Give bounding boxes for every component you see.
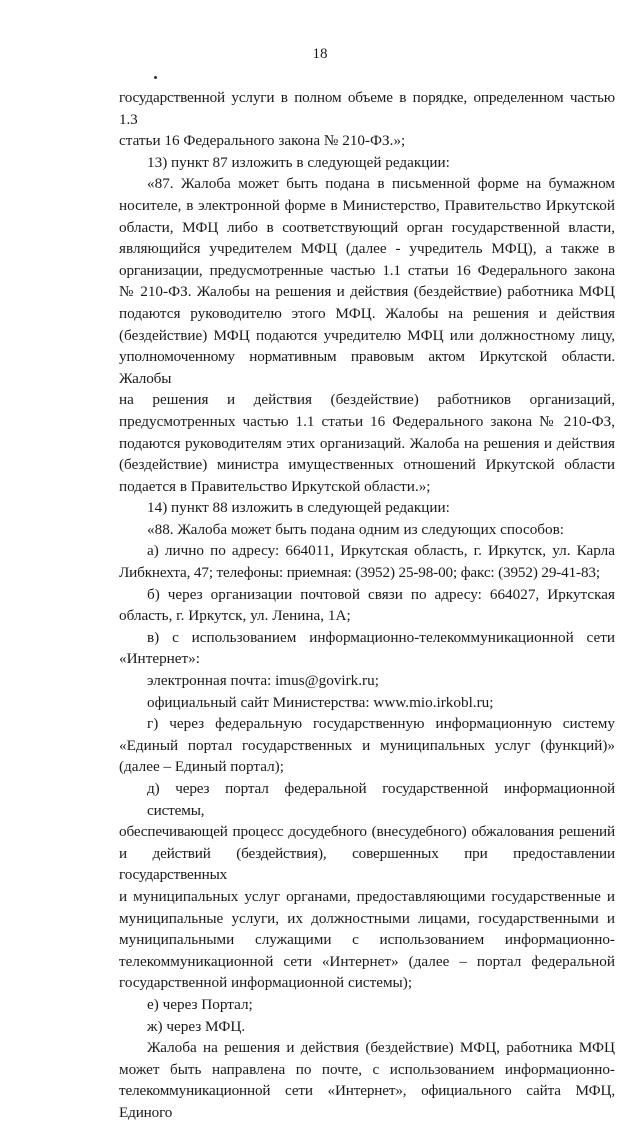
- text-line: подаются руководителям этих организаций. Жалоба на решения и действия: [119, 434, 615, 452]
- paragraph: [119, 497, 615, 519]
- paragraph: [119, 1016, 615, 1038]
- text-line: д) через портал федеральной государственной информационной системы,: [147, 780, 615, 819]
- text-line: б) через организации почтовой связи по адресу: 664027, Иркутская: [147, 585, 615, 603]
- text-line: Жалоба на решения и действия (бездействие) МФЦ, работника МФЦ: [147, 1039, 615, 1057]
- paragraph: [119, 173, 615, 497]
- paragraph: [119, 670, 615, 692]
- paragraph: [119, 87, 615, 152]
- text-line: ж) через МФЦ.: [147, 1017, 246, 1035]
- document-body: [119, 87, 615, 1124]
- paragraph: [119, 540, 615, 583]
- text-line: государственной услуги в полном объеме в порядке, определенном частью 1.3: [119, 89, 615, 128]
- paragraph: [119, 152, 615, 174]
- text-line: № 210-ФЗ. Жалобы на решения и действия (бездействие) работника МФЦ: [119, 283, 615, 301]
- text-line: и действий (бездействия), совершенных при предоставлении государственных: [119, 844, 615, 884]
- paragraph: [119, 994, 615, 1016]
- text-line: обеспечивающей процесс досудебного (внесудебного) обжалования решений: [119, 823, 615, 841]
- text-line: муниципальные услуги, их должностными лицами, государственными и: [119, 909, 615, 927]
- text-line: а) лично по адресу: 664011, Иркутская область, г. Иркутск, ул. Карла: [147, 542, 615, 560]
- text-line: область, г. Иркутск, ул. Ленина, 1А;: [119, 607, 351, 625]
- text-line: государственной информационной системы);: [119, 974, 413, 992]
- paragraph: [119, 1037, 615, 1123]
- text-line: «Единый портал государственных и муниципальных услуг (функций)»: [119, 736, 615, 754]
- text-line: телекоммуникационной сети «Интернет» (далее – портал федеральной: [119, 952, 615, 970]
- website-line: официальный сайт Министерства: www.mio.irkobl.ru;: [147, 693, 494, 711]
- paragraph: [119, 713, 615, 778]
- text-line: подается в Правительство Иркутской области.»;: [119, 477, 431, 495]
- text-line: 13) пункт 87 изложить в следующей редакции:: [147, 153, 450, 171]
- text-line: г) через федеральную государственную информационную систему: [147, 715, 615, 733]
- text-line: являющийся учредителем МФЦ (далее - учредитель МФЦ), а также в: [119, 240, 615, 258]
- text-line: е) через Портал;: [147, 995, 253, 1013]
- text-line: 14) пункт 88 изложить в следующей редакции:: [147, 499, 450, 517]
- text-line: «87. Жалоба может быть подана в письменной форме на бумажном: [147, 175, 615, 193]
- text-line: (бездействие) МФЦ подаются учредителю МФЦ или должностному лицу,: [119, 326, 615, 344]
- text-line: может быть направлена по почте, с использованием информационно-: [119, 1060, 615, 1078]
- text-line: предусмотренных частью 1.1 статьи 16 Федерального закона № 210-ФЗ,: [119, 412, 615, 430]
- text-line: подаются руководителю этого МФЦ. Жалобы на решения и действия: [119, 304, 615, 322]
- text-line: организации, предусмотренные частью 1.1 статьи 16 Федерального закона: [119, 261, 615, 279]
- text-line: Либкнехта, 47; телефоны: приемная: (3952) 25-98-00; факс: (3952) 29-41-83;: [119, 564, 600, 582]
- email-line: электронная почта: imus@govirk.ru;: [147, 672, 379, 690]
- text-line: (далее – Единый портал);: [119, 758, 284, 776]
- paragraph: [119, 584, 615, 627]
- paragraph: [119, 692, 615, 714]
- paragraph: [119, 627, 615, 670]
- text-line: уполномоченному нормативным правовым актом Иркутской области. Жалобы: [119, 348, 615, 387]
- text-line: в) с использованием информационно-телекоммуникационной сети: [147, 628, 615, 646]
- text-line: телекоммуникационной сети «Интернет», официального сайта МФЦ, Единого: [119, 1082, 615, 1121]
- paragraph: [119, 778, 615, 994]
- text-line: «88. Жалоба может быть подана одним из следующих способов:: [147, 520, 565, 538]
- page-number: 18: [312, 46, 328, 62]
- text-line: носителе, в электронной форме в Министерство, Правительство Иркутской: [119, 196, 615, 214]
- text-line: «Интернет»:: [119, 650, 200, 668]
- text-line: области, МФЦ либо в соответствующий орган государственной власти,: [119, 218, 615, 236]
- text-line: статьи 16 Федерального закона № 210-ФЗ.»;: [119, 132, 406, 150]
- scan-speck: [154, 76, 157, 79]
- text-line: (бездействие) министра имущественных отношений Иркутской области: [119, 456, 615, 474]
- text-line: на решения и действия (бездействие) работников организаций,: [119, 391, 615, 409]
- text-line: муниципальными служащими с использованием информационно-: [119, 931, 615, 949]
- text-line: и муниципальных услуг органами, предоставляющими государственные и: [119, 887, 615, 905]
- paragraph: [119, 519, 615, 541]
